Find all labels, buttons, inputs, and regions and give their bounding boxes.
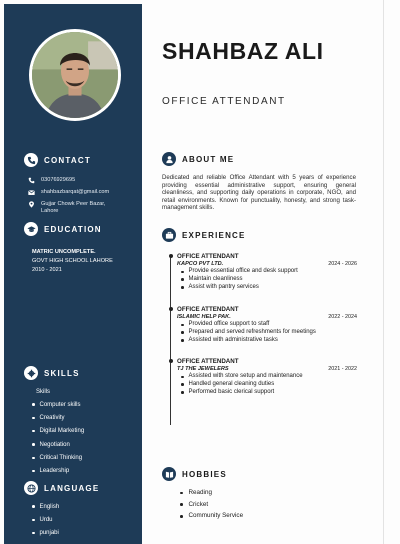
skill-item: Computer skills	[32, 398, 84, 411]
language-item: Urdu	[32, 513, 59, 526]
job-duty: Assisted with store setup and maintenance	[181, 373, 321, 381]
job-title: OFFICE ATTENDANT	[177, 306, 239, 313]
hobby-item: Cricket	[180, 499, 243, 511]
language-item: punjabi	[32, 527, 59, 540]
timeline-dot	[169, 307, 173, 311]
experience-entry	[177, 358, 357, 396]
experience-section-title	[162, 228, 246, 242]
skills-list	[32, 398, 84, 478]
contact-label: CONTACT	[44, 155, 91, 165]
about-label: ABOUT ME	[182, 154, 235, 164]
email-text: shahbazbarqat@gmail.com	[41, 189, 110, 195]
job-duties	[177, 268, 357, 291]
experience-timeline	[170, 255, 171, 425]
hobby-item: Community Service	[180, 510, 243, 522]
language-label: LANGUAGE	[44, 483, 100, 493]
experience-entry	[177, 306, 357, 344]
job-duty: Maintain cleanliness	[181, 276, 321, 284]
experience-label: EXPERIENCE	[182, 230, 246, 240]
user-icon	[162, 152, 176, 166]
experience-entry	[177, 253, 357, 291]
job-duties	[177, 321, 357, 344]
candidate-name: SHAHBAZ ALI	[162, 38, 324, 64]
hobby-item: Reading	[180, 487, 243, 499]
job-duties	[177, 373, 357, 396]
job-duty: Provided office support to staff	[181, 321, 321, 329]
skill-item: Digital Marketing	[32, 425, 84, 438]
sidebar	[4, 4, 142, 544]
map-pin-icon	[28, 201, 35, 208]
globe-icon	[24, 481, 38, 495]
job-duty: Prepared and served refreshments for meetings	[181, 329, 321, 337]
skill-item: Negotiation	[32, 438, 84, 451]
language-section-title	[24, 481, 99, 495]
contact-address	[28, 201, 105, 215]
job-dates: 2024 - 2026	[328, 261, 357, 267]
skills-section-title	[24, 366, 80, 380]
contact-section-title	[24, 153, 91, 167]
language-item: English	[32, 500, 59, 513]
job-company: TJ THE JEWELERS	[177, 366, 229, 372]
education-degree: MATRIC UNCOMPLETE.	[32, 249, 96, 255]
about-text: Dedicated and reliable Office Attendant with 5 years of experience providing essential administrative support, ensuring general cleanliness, and supporting daily operations in corporate, NGO, and retail environments. Known for punctuality, honesty, and strong task-management skills.	[162, 174, 356, 212]
job-duty: Assist with pantry services	[181, 284, 321, 292]
job-dates: 2022 - 2024	[328, 314, 357, 320]
page-edge	[383, 0, 384, 544]
job-duty: Handled general cleaning duties	[181, 381, 321, 389]
skill-item: Leadership	[32, 464, 84, 477]
job-title: OFFICE ATTENDANT	[177, 358, 239, 365]
hobbies-list	[180, 487, 243, 522]
envelope-icon	[28, 189, 35, 196]
address-text: Gujjar Chowk Peer Bazar, Lahore	[41, 201, 106, 214]
profile-photo-image	[32, 32, 118, 118]
timeline-dot	[169, 359, 173, 363]
job-company: KAPCO PVT LTD.	[177, 261, 224, 267]
book-icon	[162, 467, 176, 481]
phone-text: 03076929695	[41, 177, 76, 183]
phone-icon	[28, 177, 35, 184]
education-label: EDUCATION	[44, 224, 102, 234]
job-company: ISLAMIC HELP PAK.	[177, 314, 231, 320]
graduation-cap-icon	[24, 222, 38, 236]
skills-subheading: Skills	[36, 389, 51, 395]
hobbies-label: HOBBIES	[182, 469, 227, 479]
contact-email	[28, 189, 109, 196]
education-years: 2010 - 2021	[32, 267, 62, 273]
skills-label: SKILLS	[44, 368, 80, 378]
hobbies-section-title	[162, 467, 227, 481]
skill-item: Critical Thinking	[32, 451, 84, 464]
contact-phone	[28, 177, 75, 184]
job-duty: Provide essential office and desk support	[181, 268, 321, 276]
job-duty: Assisted with administrative tasks	[181, 337, 321, 345]
profile-photo	[29, 29, 121, 121]
job-duty: Performed basic clerical support	[181, 389, 321, 397]
skill-item: Creativity	[32, 411, 84, 424]
timeline-dot	[169, 254, 173, 258]
job-title: OFFICE ATTENDANT	[177, 253, 239, 260]
education-section-title	[24, 222, 102, 236]
phone-icon	[24, 153, 38, 167]
job-dates: 2021 - 2022	[328, 366, 357, 372]
education-entry	[32, 248, 113, 275]
about-section-title	[162, 152, 234, 166]
candidate-role: OFFICE ATTENDANT	[162, 96, 286, 107]
gear-icon	[24, 366, 38, 380]
language-list	[32, 500, 59, 540]
education-school: GOVT HIGH SCHOOL LAHORE	[32, 258, 113, 264]
briefcase-icon	[162, 228, 176, 242]
